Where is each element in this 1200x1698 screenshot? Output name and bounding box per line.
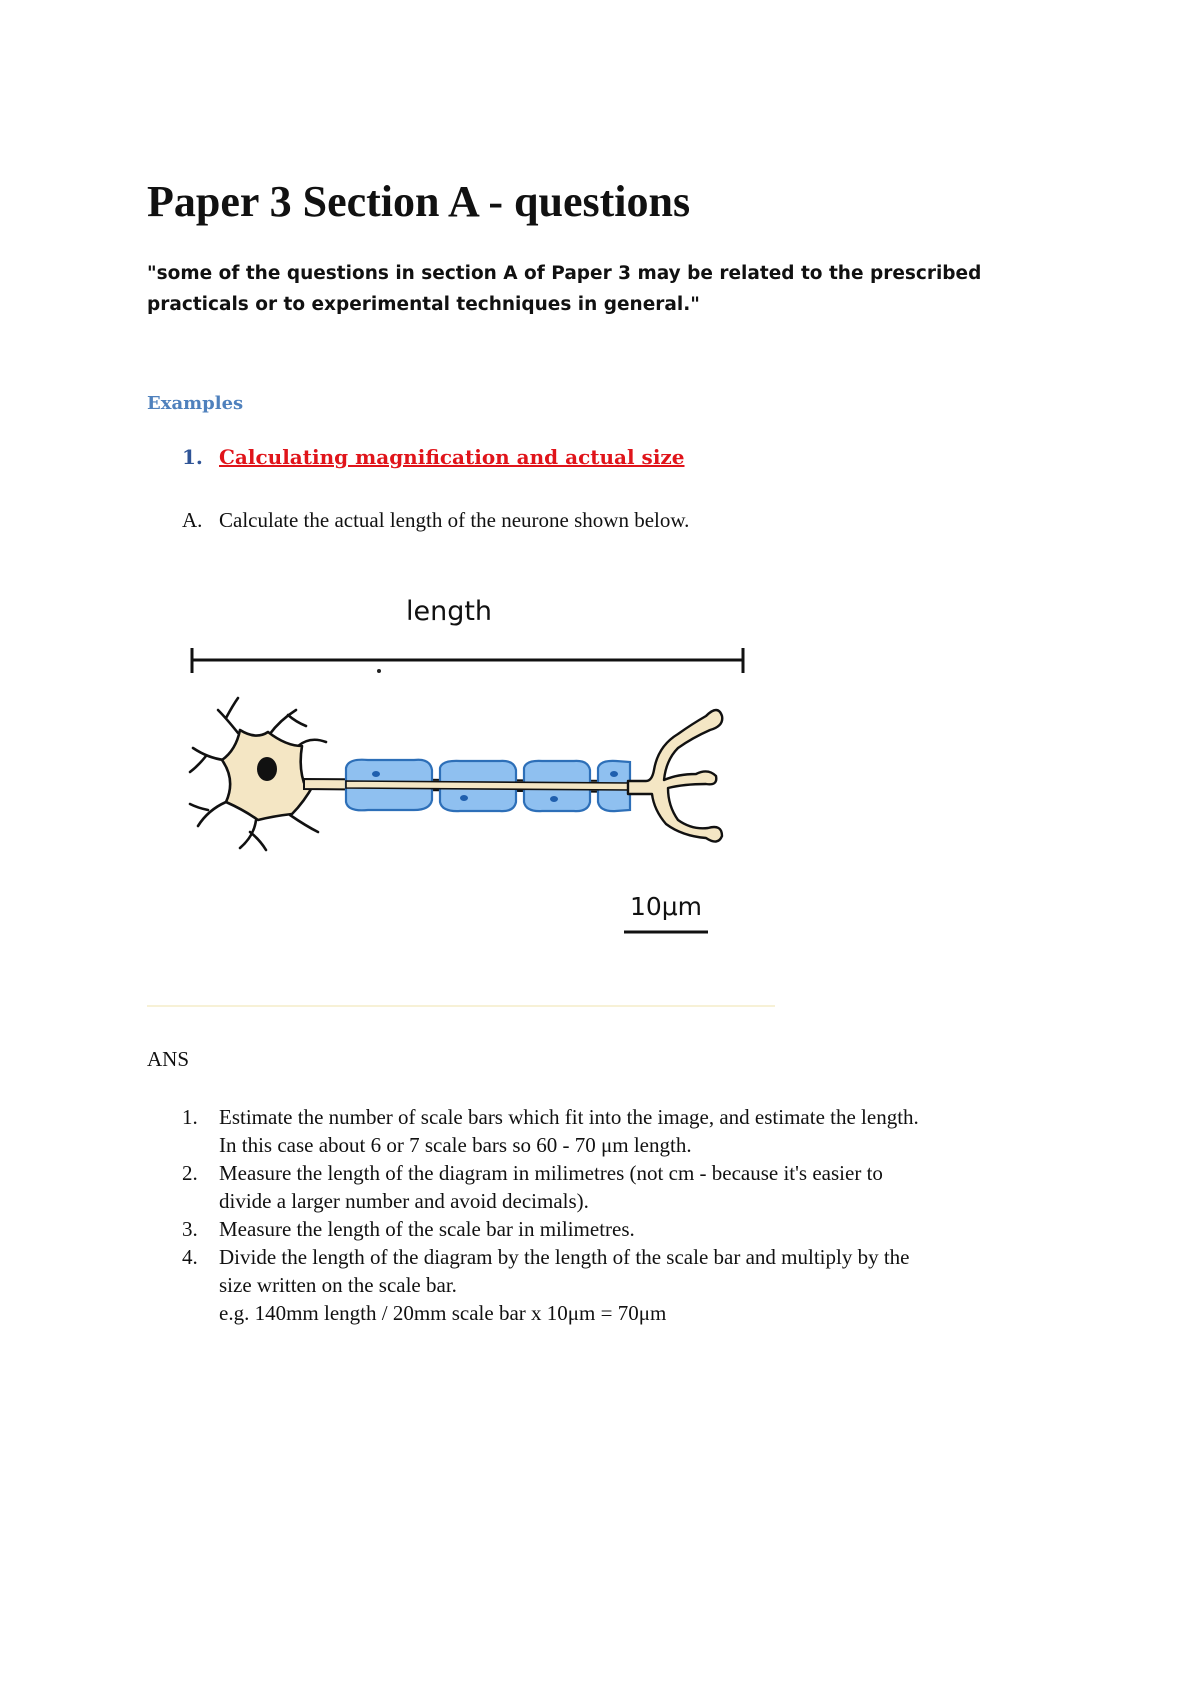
section-title: Calculating magnification and actual size [219,445,685,469]
answer-step [182,1103,1062,1159]
question-label: A. [182,508,203,532]
step-line: Measure the length of the diagram in milimetres (not cm - because it's easier to [219,1161,883,1185]
scale-label: 10μm [629,892,703,921]
answer-step [182,1243,1062,1327]
step-line: size written on the scale bar. [219,1273,457,1297]
length-label: length [405,596,493,627]
nucleus [257,757,277,781]
step-number: 4. [182,1245,198,1269]
step-line: In this case about 6 or 7 scale bars so 60 - 70 μm length. [219,1133,692,1157]
answer-step [182,1215,1062,1243]
step-line: Divide the length of the diagram by the length of the scale bar and multiply by the [219,1245,910,1269]
answer-steps [182,1103,1062,1327]
step-number: 2. [182,1161,198,1185]
section-number: 1. [182,445,203,469]
step-line: e.g. 140mm length / 20mm scale bar x 10μm = 70μm [219,1301,667,1325]
step-line: Measure the length of the scale bar in milimetres. [219,1217,635,1241]
page-title: Paper 3 Section A - questions [147,177,691,226]
stray-dot [377,669,381,673]
axon-core [346,781,630,790]
question-text: Calculate the actual length of the neurone shown below. [219,508,690,532]
answer-step [182,1159,1062,1215]
step-number: 1. [182,1105,198,1129]
section-heading [182,442,685,472]
question [182,505,689,535]
examples-heading: Examples [147,393,244,414]
step-line: Estimate the number of scale bars which fit into the image, and estimate the length. [219,1105,919,1129]
intro-quote: "some of the questions in section A of Paper 3 may be related to the prescribed practicals or to experimental techniques in general." [147,263,982,315]
axon-terminals [628,710,722,842]
neurone-diagram [178,570,758,940]
step-number: 3. [182,1217,198,1241]
answer-label: ANS [147,1047,190,1071]
separator-line [147,1005,775,1007]
step-line: divide a larger number and avoid decimals). [219,1189,589,1213]
